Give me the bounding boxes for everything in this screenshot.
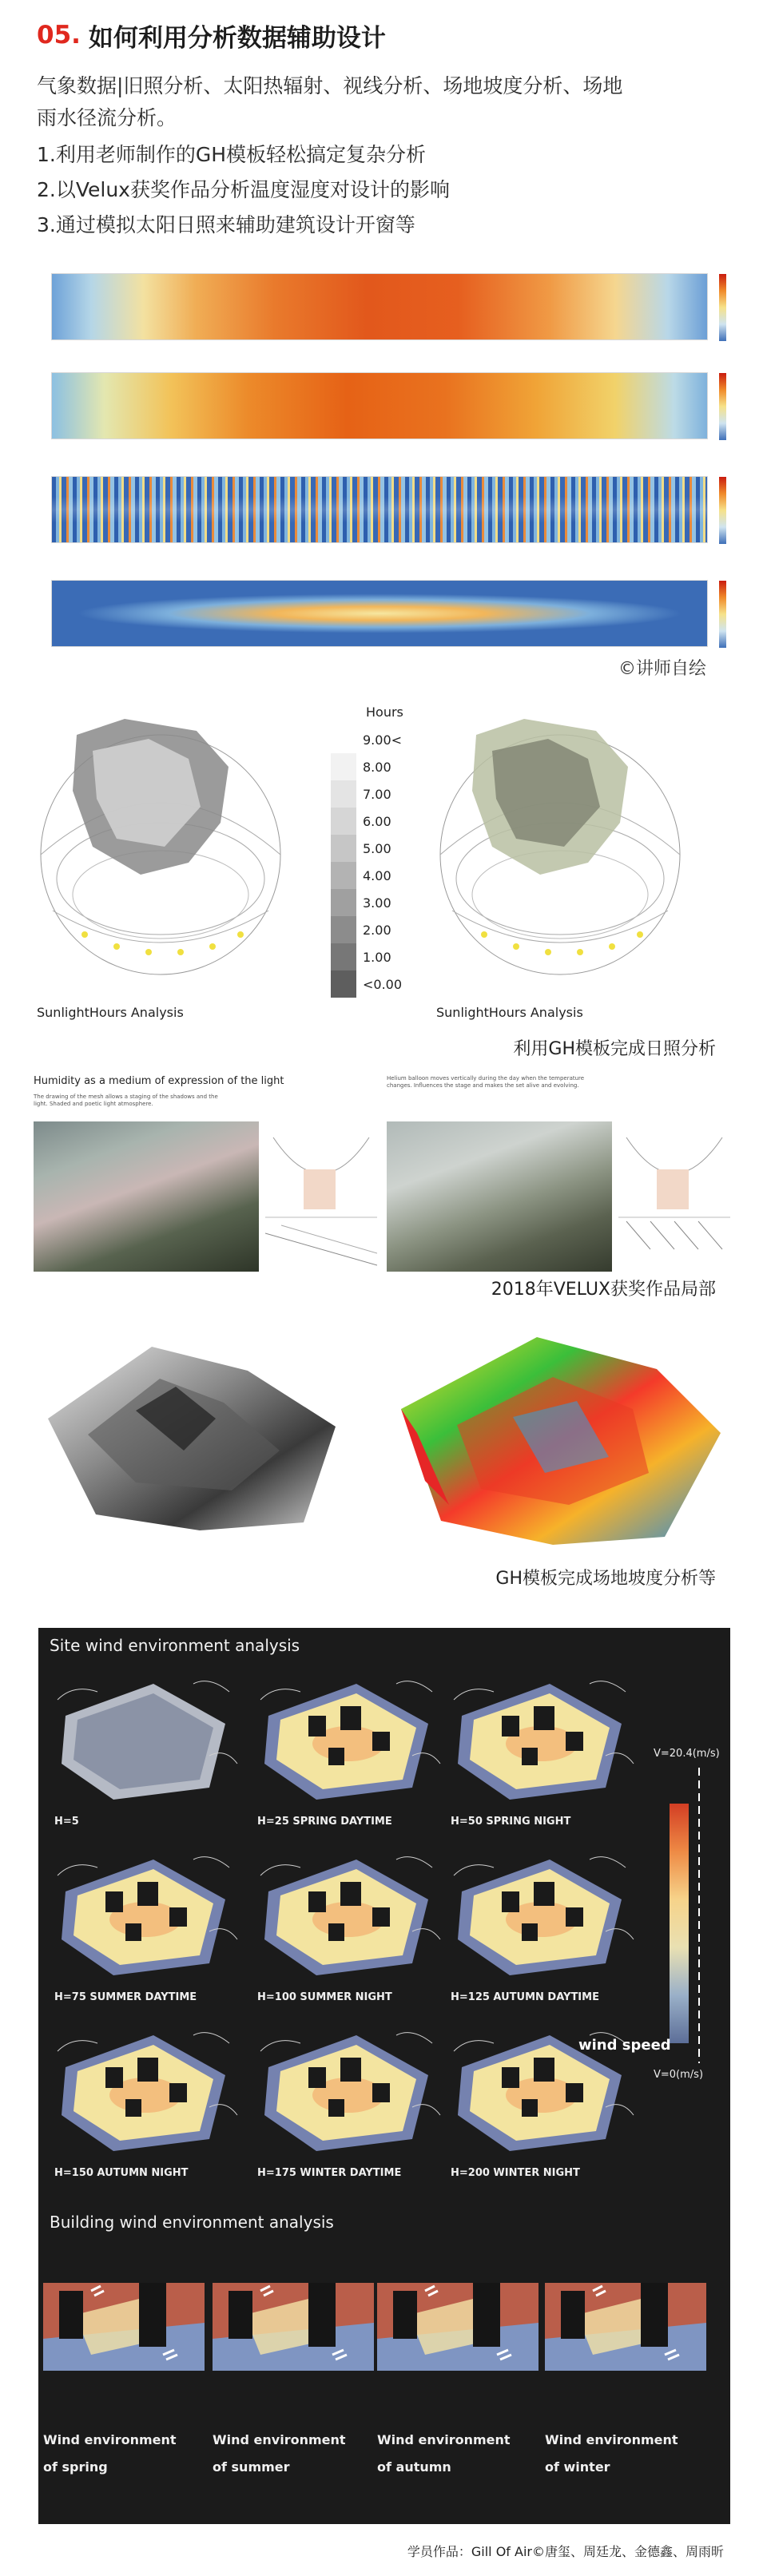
site-wind-cell [252, 2019, 443, 2179]
site-wind-model [252, 2019, 443, 2163]
hours-legend-swatch [331, 753, 356, 780]
hours-legend-row [331, 916, 427, 943]
site-wind-cell-label: H=5 [54, 1816, 79, 1828]
building-wind-label [213, 2427, 346, 2481]
velux-heading: Humidity as a medium of expression of the light [34, 1075, 284, 1087]
building-wind-cell [377, 2267, 538, 2387]
building-wind-render [43, 2267, 205, 2387]
hours-legend-swatch [331, 780, 356, 808]
building-wind-label-line1: Wind environment [213, 2432, 346, 2447]
site-wind-model [446, 1668, 636, 1812]
hours-legend-label: 5.00 [363, 840, 391, 856]
building-wind-label-line2: of summer [213, 2459, 290, 2475]
hours-legend-swatch [331, 835, 356, 862]
hours-legend-row [331, 726, 427, 753]
hours-legend-swatch [331, 970, 356, 998]
hours-legend-label: 4.00 [363, 867, 391, 883]
hours-legend-row [331, 889, 427, 916]
wind-speed-guide-line [698, 1768, 700, 2063]
building-wind-cell [213, 2267, 374, 2387]
velux-photo-right [387, 1121, 612, 1272]
hours-legend-swatch [331, 862, 356, 889]
site-wind-cell [50, 1844, 240, 2003]
building-wind-render [377, 2267, 538, 2387]
site-wind-model [50, 2019, 240, 2163]
heatmap-legend [719, 477, 726, 544]
velux-photo-left [34, 1121, 259, 1272]
sunlight-hours-legend [331, 705, 427, 998]
velux-diagram-right [618, 1121, 730, 1272]
heatmap-legend [719, 274, 726, 341]
building-wind-cell [545, 2267, 706, 2387]
velux-diagram-left [265, 1121, 377, 1272]
hours-legend-label: 8.00 [363, 759, 391, 775]
wind-speed-max-label: V=20.4(m/s) [654, 1748, 720, 1760]
site-wind-cell-label: H=100 SUMMER NIGHT [257, 1991, 392, 2003]
slope-credit: GH模板完成场地坡度分析等 [495, 1569, 716, 1589]
climate-heatmap-1 [51, 273, 708, 340]
hours-legend-label: 1.00 [363, 949, 391, 965]
hours-legend-swatch [331, 943, 356, 970]
site-wind-model [252, 1668, 443, 1812]
site-wind-cell [252, 1844, 443, 2003]
building-wind-label-line2: of spring [43, 2459, 108, 2475]
hours-legend-row [331, 862, 427, 889]
hours-legend-label: 7.00 [363, 786, 391, 802]
intro-line-1: 气象数据|旧照分析、太阳热辐射、视线分析、场地坡度分析、场地 [37, 74, 623, 97]
site-wind-cell [50, 2019, 240, 2179]
sunlight-caption-right: SunlightHours Analysis [436, 1005, 583, 1020]
student-work-credit: 学员作品：Gill Of Air©唐玺、周廷龙、金德鑫、周雨昕 [407, 2544, 724, 2559]
building-wind-label-line1: Wind environment [545, 2432, 678, 2447]
site-wind-cell-label: H=175 WINTER DAYTIME [257, 2167, 402, 2179]
site-wind-cell [446, 1668, 636, 1828]
velux-panel-left [34, 1075, 377, 1259]
hours-legend-row [331, 780, 427, 808]
sunlight-caption-left: SunlightHours Analysis [37, 1005, 184, 1020]
hours-legend-label: 6.00 [363, 813, 391, 829]
site-wind-model [446, 1844, 636, 1987]
wind-speed-legend-label: wind speed [578, 2037, 671, 2054]
hours-legend-row [331, 970, 427, 998]
site-wind-cell-label: H=200 WINTER NIGHT [451, 2167, 580, 2179]
section-heading: 如何利用分析数据辅助设计 [88, 23, 386, 53]
building-wind-render [213, 2267, 374, 2387]
sunlight-analysis-plot-right [428, 703, 692, 998]
site-wind-cell-label: H=150 AUTUMN NIGHT [54, 2167, 189, 2179]
velux-panel-right [387, 1075, 730, 1259]
sunlight-credit: 利用GH模板完成日照分析 [513, 1039, 716, 1059]
wind-analysis-panel [38, 1628, 730, 2524]
site-wind-cell-label: H=125 AUTUMN DAYTIME [451, 1991, 599, 2003]
site-wind-cell [252, 1668, 443, 1828]
velux-credit: 2018年VELUX获奖作品局部 [491, 1280, 716, 1300]
intro-point-3: 3.通过模拟太阳日照来辅助建筑设计开窗等 [37, 213, 415, 236]
hours-legend-label: 9.00< [363, 732, 403, 748]
hours-legend-label: <0.00 [363, 976, 403, 992]
climate-heatmap-4 [51, 580, 708, 647]
hours-legend-label: 2.00 [363, 922, 391, 938]
building-wind-label-line2: of autumn [377, 2459, 451, 2475]
terrain-relief-render [40, 1331, 344, 1538]
building-wind-label-line1: Wind environment [43, 2432, 177, 2447]
intro-point-1: 1.利用老师制作的GH模板轻松搞定复杂分析 [37, 143, 427, 166]
site-wind-cell [50, 1668, 240, 1828]
hours-legend-label: 3.00 [363, 895, 391, 911]
hours-legend-swatch [331, 916, 356, 943]
section-number: 05. [37, 21, 81, 50]
intro-line-2: 雨水径流分析。 [37, 106, 177, 129]
building-wind-label [377, 2427, 511, 2481]
heatmap-legend [719, 581, 726, 648]
site-wind-model [252, 1844, 443, 1987]
intro-point-2: 2.以Velux获奖作品分析温度湿度对设计的影响 [37, 178, 450, 201]
building-wind-render [545, 2267, 706, 2387]
velux-subtext-right: Helium balloon moves vertically during the day when the temperature changes. Influences the stage and makes the set alive and evolving. [387, 1075, 585, 1089]
building-wind-label [545, 2427, 678, 2481]
wind-speed-min-label: V=0(m/s) [654, 2069, 704, 2081]
hours-legend-swatch [331, 808, 356, 835]
terrain-slope-analysis-render [393, 1321, 729, 1553]
site-wind-model [50, 1844, 240, 1987]
building-wind-label [43, 2427, 177, 2481]
hours-legend-swatch [331, 889, 356, 916]
site-wind-cell-label: H=25 SPRING DAYTIME [257, 1816, 392, 1828]
site-wind-model [50, 1668, 240, 1812]
site-wind-cell-label: H=75 SUMMER DAYTIME [54, 1991, 197, 2003]
hours-legend-row [331, 835, 427, 862]
building-wind-cell [43, 2267, 205, 2387]
building-wind-label-line2: of winter [545, 2459, 610, 2475]
wind-speed-colorbar [670, 1804, 689, 2043]
building-wind-label-line1: Wind environment [377, 2432, 511, 2447]
hours-legend-row [331, 808, 427, 835]
hours-legend-row [331, 753, 427, 780]
hours-legend-swatch [331, 726, 356, 753]
heatmap-legend [719, 373, 726, 440]
heatmap-credit: ©讲师自绘 [618, 659, 706, 679]
site-wind-cell-label: H=50 SPRING NIGHT [451, 1816, 571, 1828]
hours-legend-title: Hours [366, 705, 403, 720]
building-wind-title: Building wind environment analysis [50, 2213, 334, 2232]
sunlight-analysis-plot-left [29, 703, 292, 998]
hours-legend-row [331, 943, 427, 970]
site-wind-title: Site wind environment analysis [50, 1636, 300, 1655]
site-wind-cell [446, 1844, 636, 2003]
climate-heatmap-3 [51, 476, 708, 543]
climate-heatmap-2 [51, 372, 708, 439]
velux-subtext-left: The drawing of the mesh allows a staging of the shadows and the light. Shaded and poetic light atmosphere. [34, 1094, 218, 1107]
section-title [37, 18, 386, 53]
